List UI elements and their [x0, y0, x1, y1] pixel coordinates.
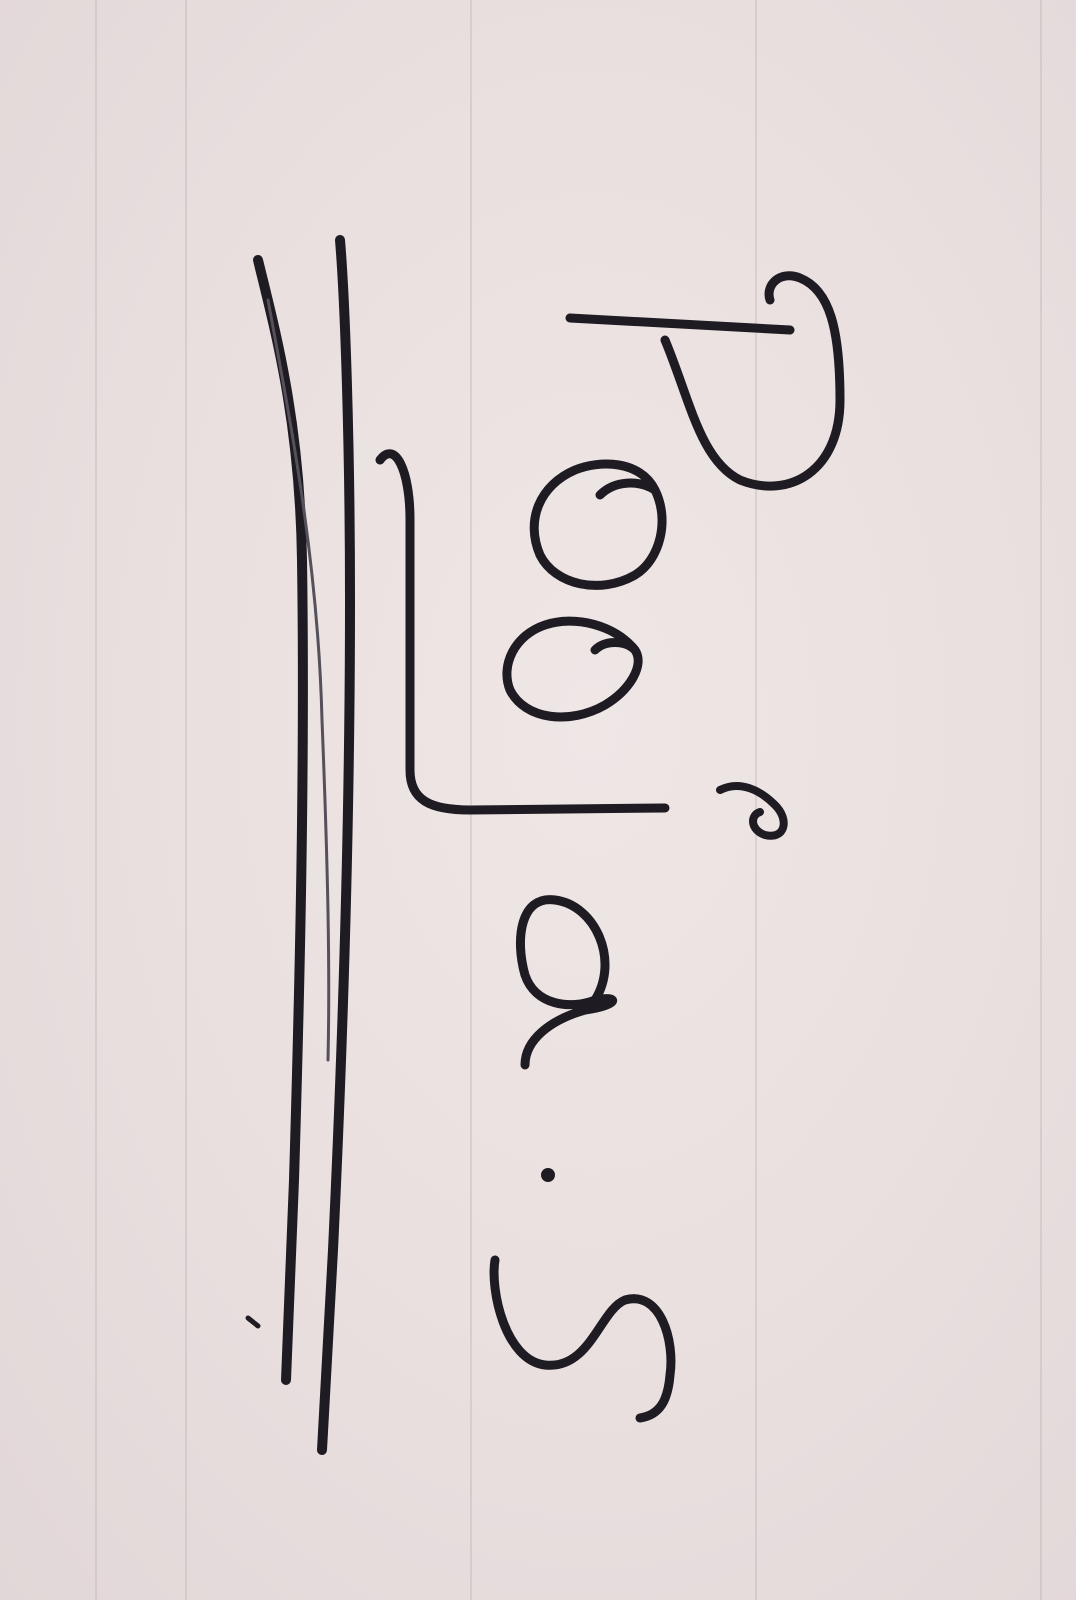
- stray-tick: [248, 1318, 258, 1326]
- letter-j: [380, 454, 665, 810]
- letter-p-bowl: [665, 276, 840, 486]
- letter-o-second: [507, 621, 638, 717]
- letter-j-dot: [720, 786, 784, 836]
- letter-s: [494, 1260, 671, 1418]
- letter-o-first: [534, 464, 662, 585]
- letter-p-stem: [570, 318, 790, 330]
- letter-a: [520, 900, 612, 1065]
- period-dot: [541, 1168, 555, 1182]
- underline-first: [258, 260, 303, 1380]
